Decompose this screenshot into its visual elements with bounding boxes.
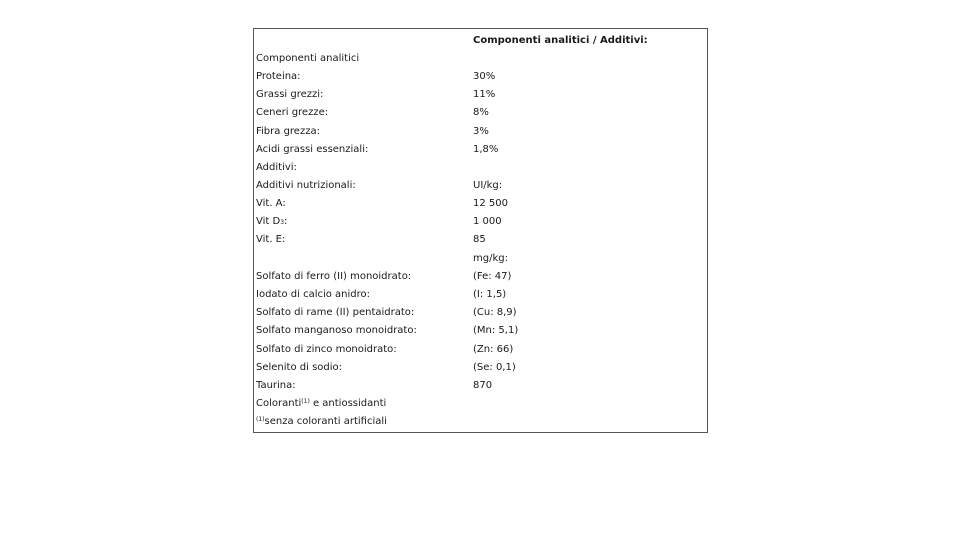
- row-value: 3%: [473, 126, 489, 137]
- row-label: Iodato di calcio anidro:: [256, 289, 371, 300]
- table-row: [254, 322, 707, 340]
- row-value: (Se: 0,1): [473, 362, 516, 373]
- row-label: Grassi grezzi:: [256, 89, 324, 100]
- table-row: [254, 195, 707, 213]
- row-value: 1 000: [473, 216, 502, 227]
- analytical-section-title: Componenti analitici: [256, 53, 360, 64]
- row-value: (Mn: 5,1): [473, 325, 519, 336]
- row-value: 85: [473, 234, 486, 245]
- table-row: [254, 104, 707, 122]
- footnote-marker: (1): [301, 398, 310, 405]
- row-value: 1,8%: [473, 144, 499, 155]
- table-row: [254, 359, 707, 377]
- section-row: [254, 50, 707, 68]
- column-title: Componenti analitici / Additivi:: [473, 35, 648, 46]
- row-value: (I: 1,5): [473, 289, 507, 300]
- colorants-label: [256, 395, 386, 413]
- table-header-row: [254, 32, 707, 50]
- row-label: Solfato manganoso monoidrato:: [256, 325, 417, 336]
- table-row: [254, 286, 707, 304]
- row-value: 12 500: [473, 198, 508, 209]
- row-label: Solfato di zinco monoidrato:: [256, 344, 397, 355]
- row-label: Fibra grezza:: [256, 126, 320, 137]
- row-label: Additivi nutrizionali:: [256, 180, 356, 191]
- row-value: (Fe: 47): [473, 271, 512, 282]
- table-row: [254, 304, 707, 322]
- row-label: Taurina:: [256, 380, 296, 391]
- table-row: [254, 231, 707, 249]
- row-label: [256, 213, 287, 231]
- table-row: [254, 86, 707, 104]
- footnote: [256, 413, 387, 431]
- table-row: [254, 141, 707, 159]
- table-row: [254, 250, 707, 268]
- vitamin-d-suffix: :: [284, 216, 288, 227]
- colorants-suffix: e antiossidanti: [309, 398, 387, 409]
- unit-label: mg/kg:: [473, 253, 508, 264]
- table-row: [254, 123, 707, 141]
- table-row: [254, 377, 707, 395]
- table-row: [254, 68, 707, 86]
- footnote-row: [254, 413, 707, 431]
- row-value: 11%: [473, 89, 496, 100]
- row-label: Solfato di rame (II) pentaidrato:: [256, 307, 415, 318]
- row-label: Selenito di sodio:: [256, 362, 343, 373]
- row-label: Proteina:: [256, 71, 301, 82]
- section-row: [254, 159, 707, 177]
- row-label: Acidi grassi essenziali:: [256, 144, 369, 155]
- row-label: Solfato di ferro (II) monoidrato:: [256, 271, 412, 282]
- row-label: Vit. E:: [256, 234, 286, 245]
- vitamin-d-subscript: 3: [280, 219, 285, 226]
- composition-table: [253, 28, 708, 433]
- table-row: [254, 268, 707, 286]
- table-row: [254, 177, 707, 195]
- table-row: [254, 341, 707, 359]
- table-row: [254, 213, 707, 231]
- vitamin-d-prefix: Vit D: [256, 216, 281, 227]
- row-value: 30%: [473, 71, 496, 82]
- row-label: Ceneri grezze:: [256, 107, 329, 118]
- colorants-prefix: Coloranti: [256, 398, 302, 409]
- row-value: (Cu: 8,9): [473, 307, 517, 318]
- row-value: (Zn: 66): [473, 344, 514, 355]
- unit-label: UI/kg:: [473, 180, 503, 191]
- row-value: 870: [473, 380, 493, 391]
- colorants-row: [254, 395, 707, 413]
- row-value: 8%: [473, 107, 489, 118]
- footnote-marker: (1): [256, 416, 265, 423]
- additives-section-title: Additivi:: [256, 162, 297, 173]
- row-label: Vit. A:: [256, 198, 286, 209]
- footnote-text: senza coloranti artificiali: [264, 416, 387, 427]
